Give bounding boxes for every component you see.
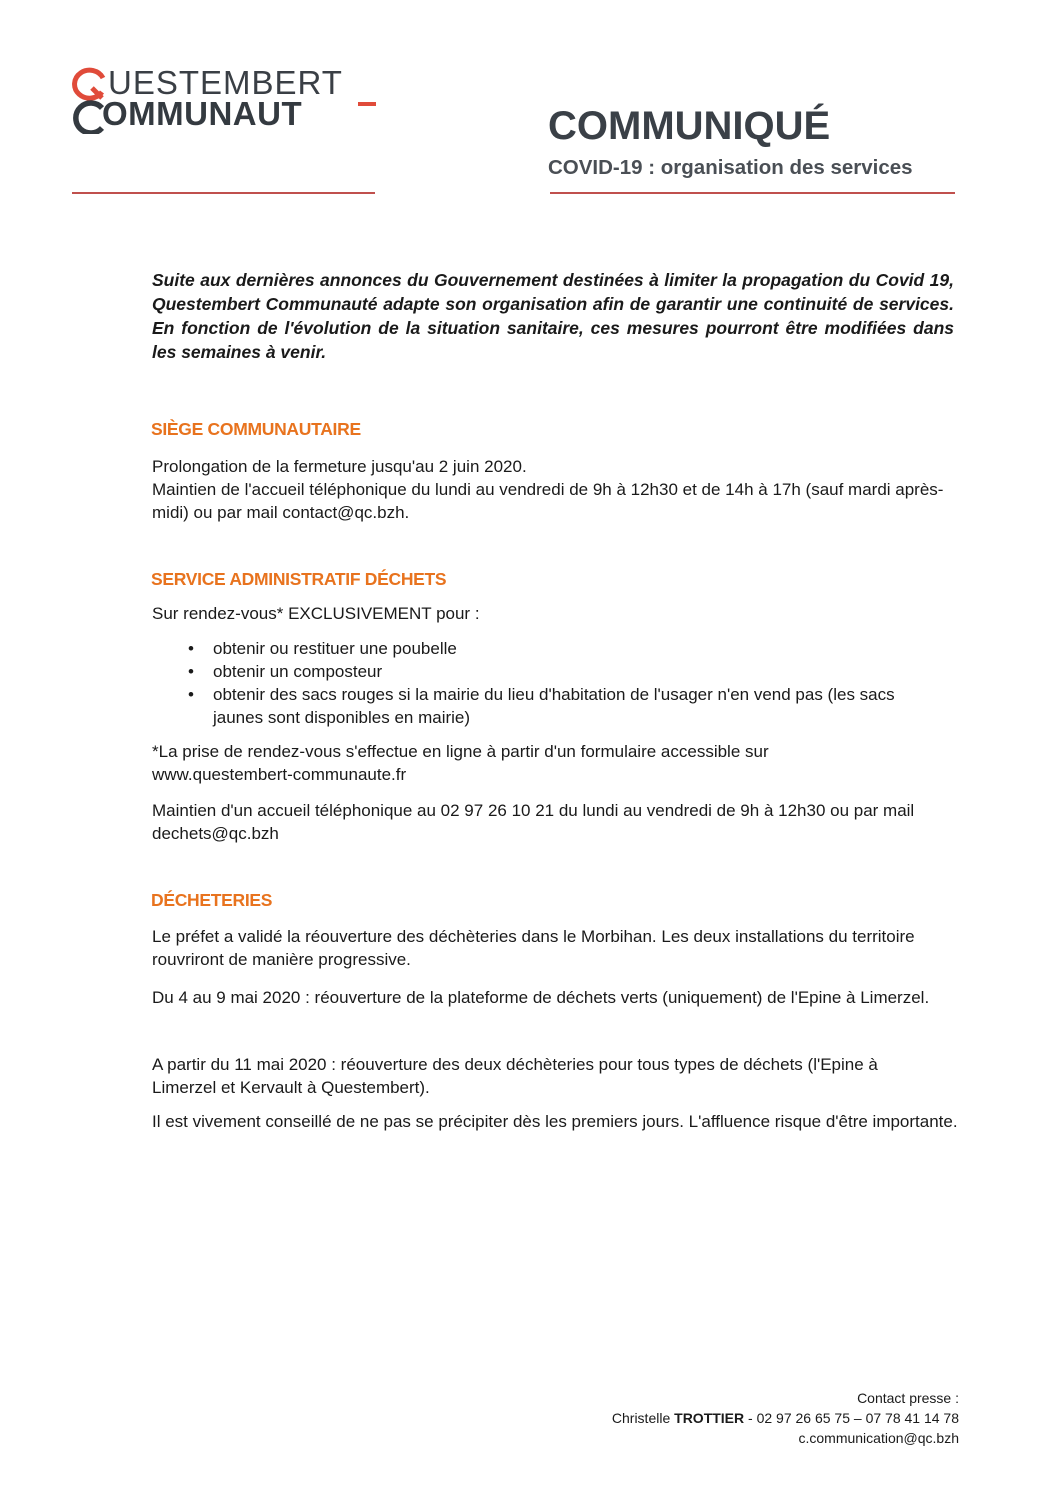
list-item <box>188 683 948 729</box>
contact-first-name: Christelle <box>611 1410 671 1426</box>
contact-phones: - 02 97 26 65 75 – 07 78 41 14 78 <box>748 1410 959 1426</box>
section-heading-siege: SIÈGE COMMUNAUTAIRE <box>151 419 361 439</box>
decheteries-advice-text: Il est vivement conseillé de ne pas se précipiter dès les premiers jours. L'affluence risque d'être importante. <box>152 1112 958 1131</box>
bullet-icon: • <box>188 662 194 681</box>
decheteries-phase2-text: A partir du 11 mai 2020 : réouverture des deux déchèteries pour tous types de déchets (l'Epine à Limerzel et Kervault à Questembert). <box>152 1055 878 1097</box>
press-contact-line <box>612 1408 959 1428</box>
header-divider-left <box>72 192 375 194</box>
list-item-text: obtenir des sacs rouges si la mairie du lieu d'habitation de l'usager n'en vend pas (les sacs jaunes sont disponibles en mairie) <box>213 685 895 727</box>
dechets-phone-text: Maintien d'un accueil téléphonique au 02 97 26 10 21 du lundi au vendredi de 9h à 12h30 ou par mail dechets@qc.bzh <box>152 801 915 843</box>
logo-line-questembert: UESTEMBERT <box>108 64 343 101</box>
logo-accent-dash <box>358 102 376 106</box>
siege-closure-text: Prolongation de la fermeture jusqu'au 2 juin 2020. <box>152 457 527 476</box>
list-item <box>188 637 948 660</box>
questembert-communaute-logo <box>72 64 382 134</box>
siege-phone-text: Maintien de l'accueil téléphonique du lundi au vendredi de 9h à 12h30 et de 14h à 17h (sauf mardi après-midi) ou par mail contact@qc.bzh. <box>152 480 944 522</box>
list-item-text: obtenir ou restituer une poubelle <box>213 639 457 658</box>
header-divider-right <box>550 192 955 194</box>
section-heading-decheteries: DÉCHETERIES <box>151 890 273 910</box>
contact-last-name: TROTTIER <box>674 1410 745 1426</box>
press-contact-label: Contact presse : <box>857 1390 959 1406</box>
decheteries-phase1-text: Du 4 au 9 mai 2020 : réouverture de la plateforme de déchets verts (uniquement) de l'Epine à Limerzel. <box>152 988 930 1007</box>
dechets-bullet-list <box>188 637 948 729</box>
list-item <box>188 660 948 683</box>
intro-paragraph: Suite aux dernières annonces du Gouvernement destinées à limiter la propagation du Covid 19, Questembert Communauté adapte son organisation afin de garantir une continuité de services. En fonction de l'évolution de la situation sanitaire, ces mesures pourront être modifiées dans les semaines à venir. <box>152 270 954 362</box>
logo-line-communaute: OMMUNAUT <box>102 95 303 132</box>
list-item-text: obtenir un composteur <box>213 662 383 681</box>
decheteries-reopening-text: Le préfet a validé la réouverture des déchèteries dans le Morbihan. Les deux installations du territoire rouvriront de manière progressive. <box>152 927 915 969</box>
dechets-appointment-note: *La prise de rendez-vous s'effectue en ligne à partir d'un formulaire accessible sur www.questembert-communaute.fr <box>152 742 769 784</box>
page-title: COMMUNIQUÉ <box>548 104 831 148</box>
dechets-intro-text: Sur rendez-vous* EXCLUSIVEMENT pour : <box>152 604 480 623</box>
section-heading-dechets: SERVICE ADMINISTRATIF DÉCHETS <box>151 569 447 589</box>
contact-email: c.communication@qc.bzh <box>798 1430 959 1446</box>
page-subtitle: COVID-19 : organisation des services <box>548 156 913 179</box>
bullet-icon: • <box>188 685 194 704</box>
press-contact-block <box>612 1388 959 1448</box>
bullet-icon: • <box>188 639 194 658</box>
